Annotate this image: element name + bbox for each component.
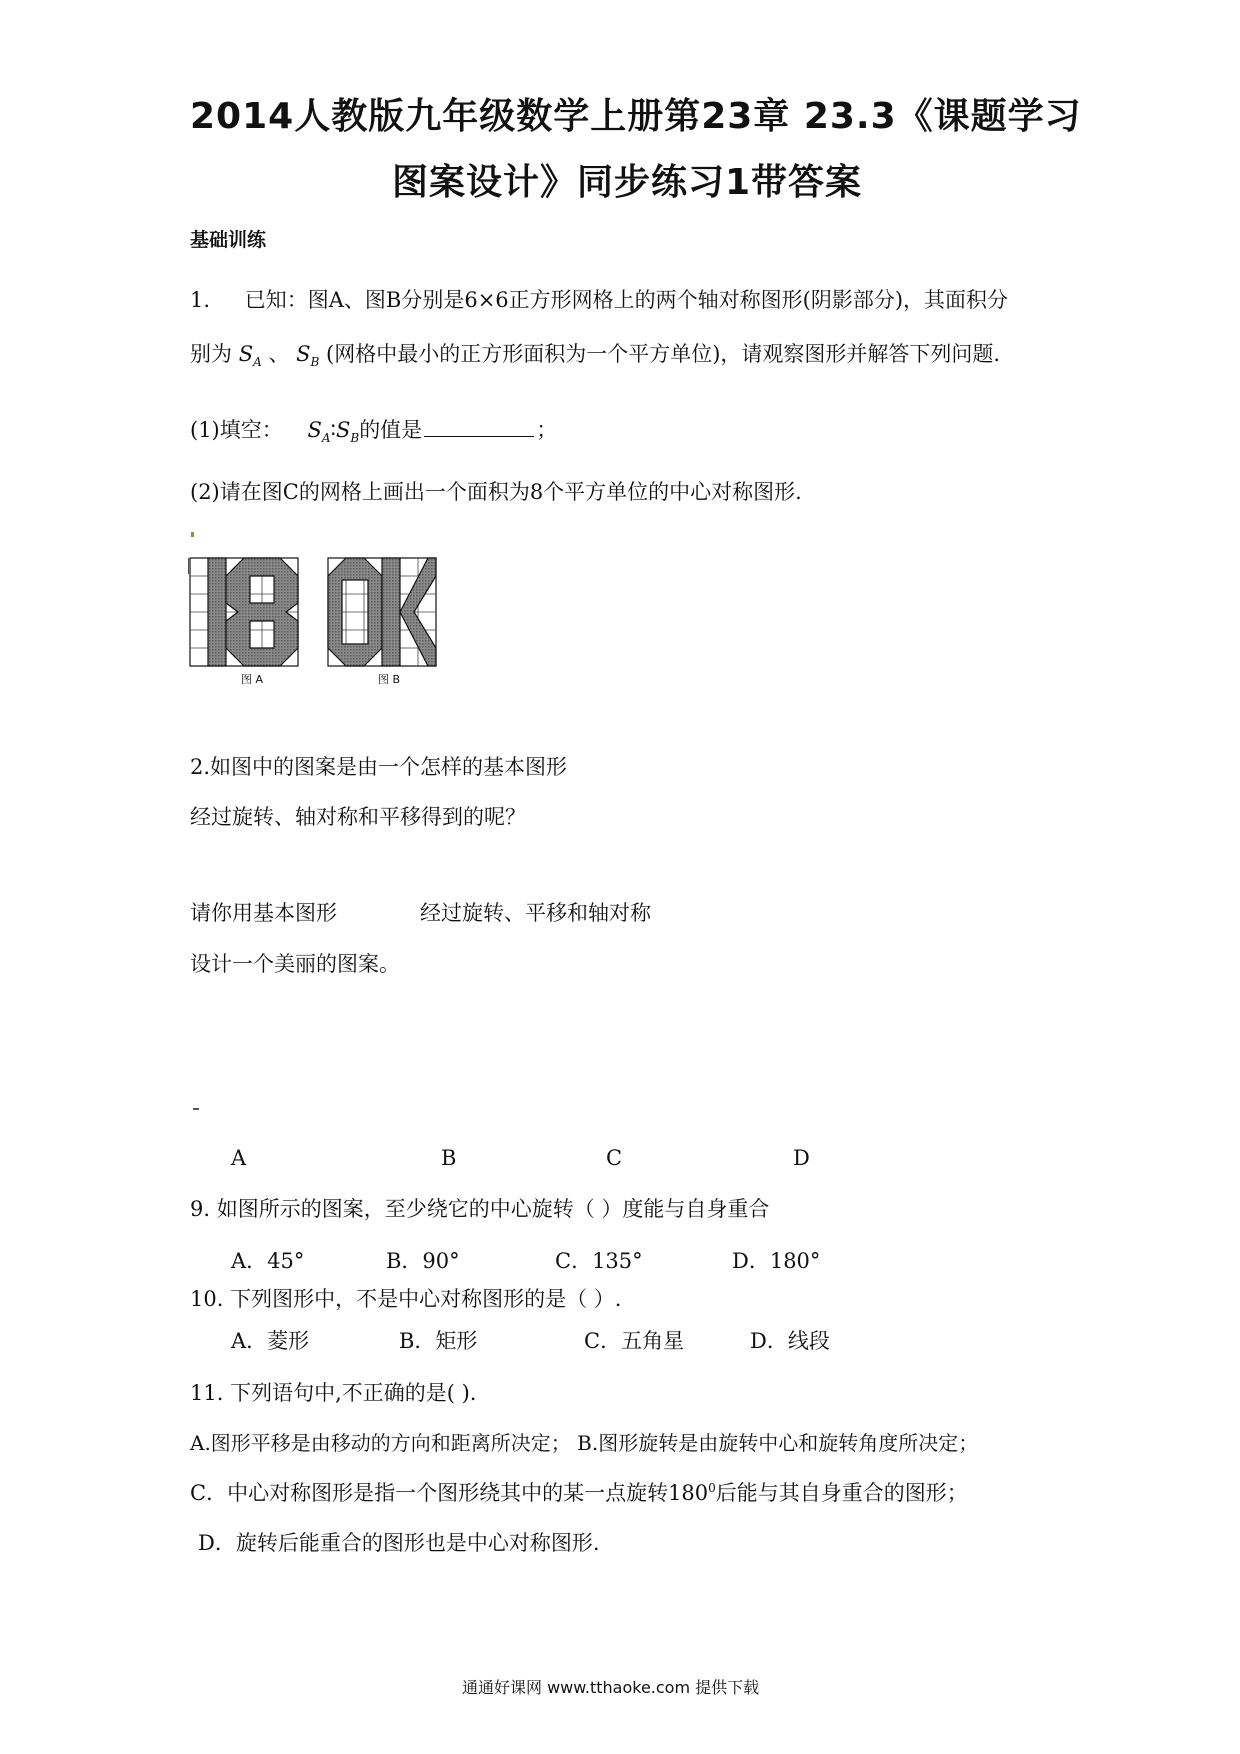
q1-text-b-post: (网格中最小的正方形面积为一个平方单位)，请观察图形并解答下列问题. <box>326 342 1001 366</box>
scan-mark-2 <box>193 1108 199 1110</box>
q1-part1-end: ； <box>536 418 558 442</box>
q2-line3-post: 经过旋转、平移和轴对称 <box>420 901 651 925</box>
q9-option-b: B．90° <box>386 1249 460 1273</box>
q1-line2 <box>190 338 1000 369</box>
q10-text: 10. 下列图形中，不是中心对称图形的是（ ）. <box>190 1287 622 1311</box>
q2-line1: 2.如图中的图案是由一个怎样的基本图形 <box>190 755 568 779</box>
option-row-c: C <box>606 1146 623 1170</box>
q1-part1-post: 的值是 <box>359 418 423 442</box>
q9-option-a: A．45° <box>231 1249 305 1273</box>
q11-line-c-pre: C．中心对称图形是指一个图形绕其中的某一点旋转180 <box>190 1481 709 1505</box>
ratio-sa: $S_A$ <box>307 418 331 446</box>
figure-b-grid <box>328 558 436 666</box>
page-title-line2: 图案设计》同步练习1带答案 <box>392 162 863 203</box>
figure-b-caption: 图 B <box>378 673 401 686</box>
q11-line-c-post: 后能与其自身重合的图形； <box>715 1481 968 1505</box>
q10-option-d: D．线段 <box>750 1329 830 1353</box>
q11-line-c-sup: 0 <box>708 1481 716 1495</box>
q1-part1 <box>190 414 557 445</box>
scan-mark <box>191 532 194 537</box>
q1-text-b-pre: 别为 <box>190 342 232 366</box>
figure-a-caption: 图 A <box>241 673 264 686</box>
q2-line2: 经过旋转、轴对称和平移得到的呢？ <box>190 805 526 829</box>
figure-a-shape <box>208 558 298 666</box>
q10-option-c: C．五角星 <box>584 1329 685 1353</box>
option-row-b: B <box>441 1146 457 1170</box>
q11-line-d: D．旋转后能重合的图形也是中心对称图形. <box>198 1531 600 1555</box>
var-sa: $S_A$ <box>238 342 262 370</box>
q1-part1-pre: (1)填空： <box>190 418 283 442</box>
q10-option-a: A．菱形 <box>231 1329 310 1353</box>
ratio-sb: $S_B$ <box>335 418 360 446</box>
option-row-d: D <box>793 1146 810 1170</box>
page-footer: 通通好课网 www.tthaoke.com 提供下载 <box>462 1678 760 1697</box>
figure-ab <box>188 556 478 686</box>
q9-option-c: C．135° <box>555 1249 643 1273</box>
q2-line4: 设计一个美丽的图案。 <box>190 952 400 976</box>
q1-sep: 、 <box>268 342 290 366</box>
page-title-line1: 2014人教版九年级数学上册第23章 23.3《课题学习 <box>190 96 1082 137</box>
ratio-colon: ∶ <box>330 418 336 442</box>
q2-line3-pre: 请你用基本图形 <box>190 901 337 925</box>
answer-blank[interactable] <box>424 418 534 437</box>
var-sb: $S_B$ <box>296 342 320 370</box>
figure-a-grid <box>190 558 298 666</box>
option-row-a: A <box>231 1146 247 1170</box>
q1-text-a: 已知：图A、图B分别是6×6正方形网格上的两个轴对称图形(阴影部分)，其面积分 <box>244 288 1009 312</box>
q10-option-b: B．矩形 <box>399 1329 478 1353</box>
q11-text: 11. 下列语句中,不正确的是( ). <box>190 1381 477 1405</box>
q9-text: 9. 如图所示的图案，至少绕它的中心旋转（ ）度能与自身重合 <box>190 1197 770 1221</box>
q11-line-c <box>190 1477 968 1507</box>
q1-number: 1. <box>190 288 211 312</box>
q1-part2: (2)请在图C的网格上画出一个面积为8个平方单位的中心对称图形. <box>190 480 802 504</box>
q9-option-d: D．180° <box>732 1249 821 1273</box>
q1-line1 <box>190 284 1008 314</box>
q11-line-ab: A.图形平移是由移动的方向和距离所决定； B.图形旋转是由旋转中心和旋转角度所决定； <box>190 1431 979 1455</box>
section-heading: 基础训练 <box>190 229 267 251</box>
